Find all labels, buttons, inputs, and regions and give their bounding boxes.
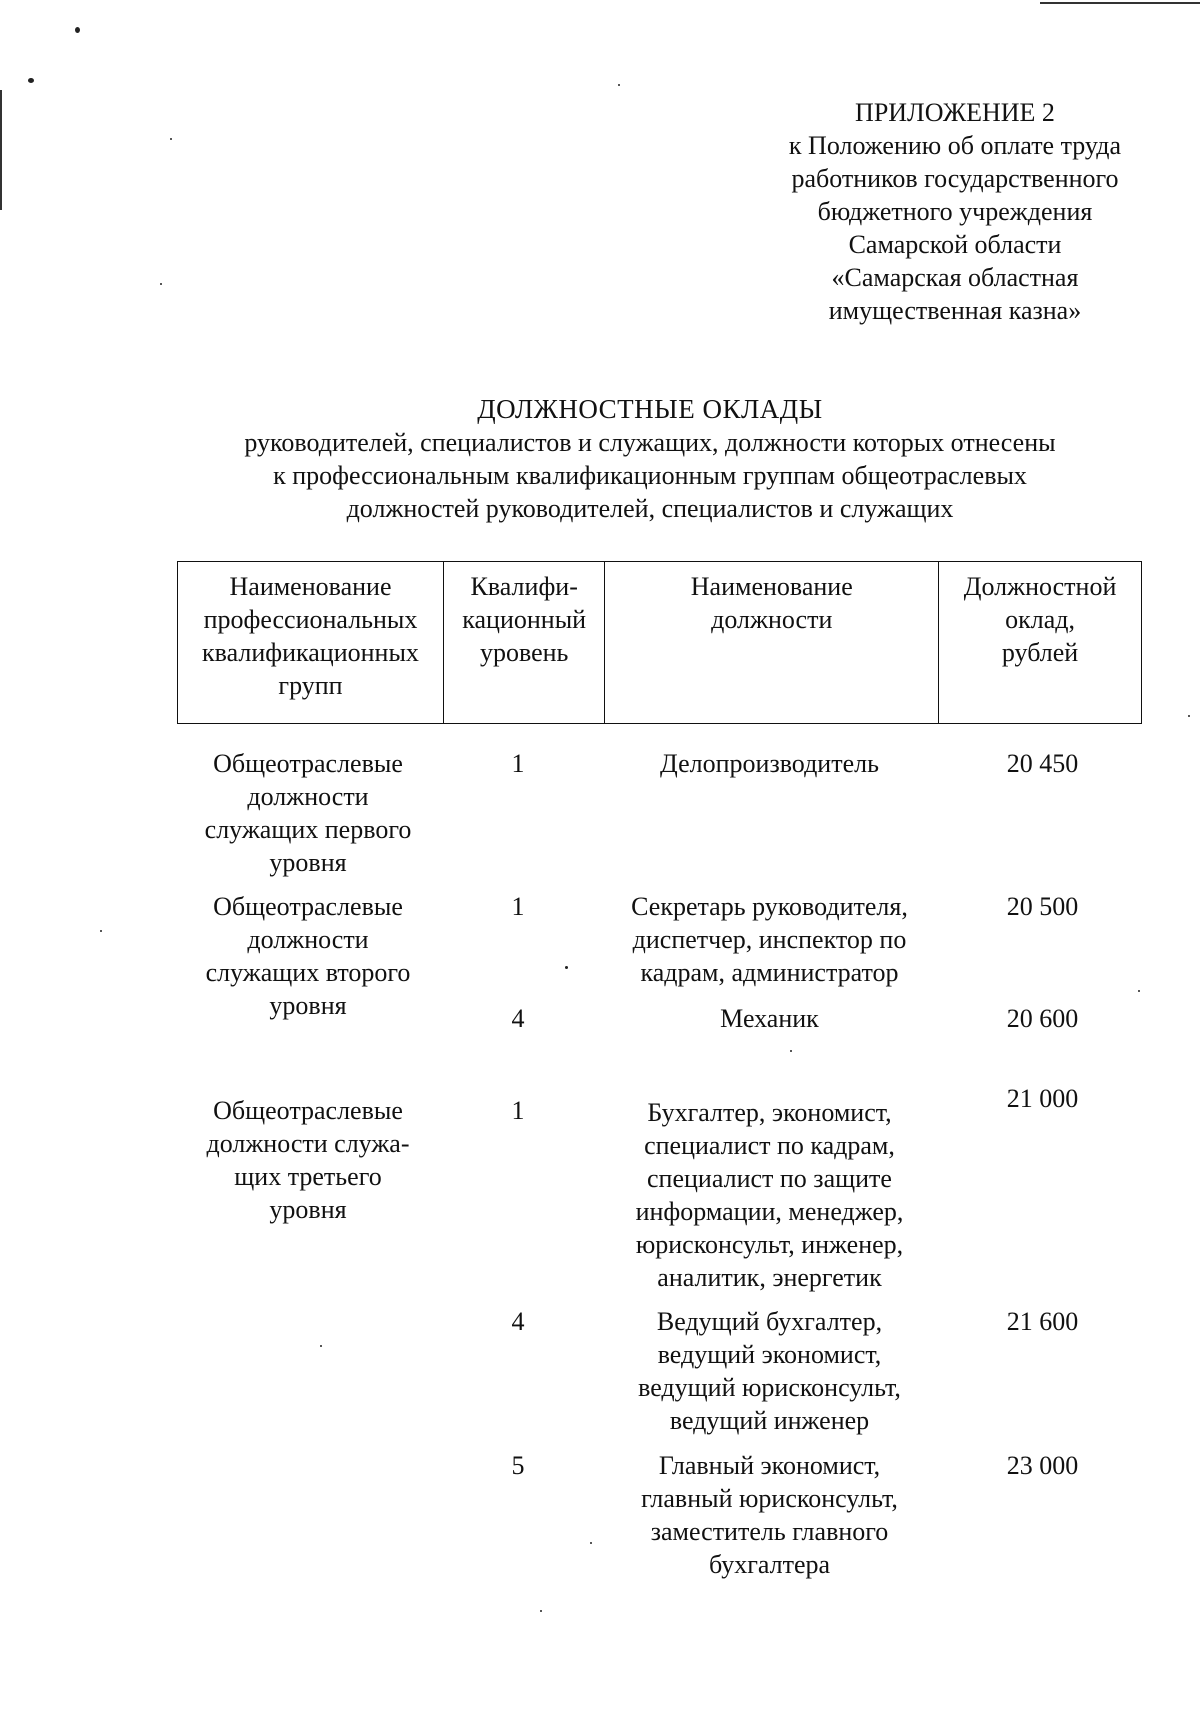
scan-edge-top (1040, 2, 1200, 4)
position-name (597, 890, 942, 989)
document-subtitle-line: руководителей, специалистов и служащих, должности которых отнесены (244, 428, 1056, 457)
position-name-line: ведущий экономист, (657, 1340, 882, 1369)
position-name-line: аналитик, энергетик (657, 1263, 882, 1292)
group-name-line: уровня (269, 1195, 347, 1224)
group-name-line: служащих второго (205, 958, 411, 987)
position-name-line: ведущий юрисконсульт, (638, 1373, 901, 1402)
scan-speck (320, 1345, 322, 1347)
header-cell-level (443, 562, 604, 724)
group-name-line: щих третьего (234, 1162, 382, 1191)
position-name-line: Бухгалтер, экономист, (647, 1098, 892, 1127)
header-cell-group (178, 562, 444, 724)
group-name-line: Общеотраслевые (213, 1096, 403, 1125)
group-name-line: уровня (269, 991, 347, 1020)
header-text: кационный (462, 605, 587, 634)
header-text: профессиональных (203, 605, 418, 634)
qualification-level: 4 (511, 1004, 525, 1033)
qualification-level: 1 (511, 1096, 525, 1125)
document-subtitle-line: к профессиональным квалификационным группам общеотраслевых (273, 461, 1027, 490)
appendix-line: работников государственного (791, 164, 1119, 193)
scan-speck (1138, 990, 1140, 992)
group-name-line: уровня (269, 848, 347, 877)
group-name-line: Общеотраслевые (213, 892, 403, 921)
header-text: оклад, (1005, 605, 1075, 634)
position-name-line: ведущий инженер (669, 1406, 870, 1435)
appendix-line: к Положению об оплате труда (788, 131, 1122, 160)
position-name-line: Главный экономист, (658, 1451, 881, 1480)
qualification-level: 4 (511, 1307, 525, 1336)
position-name (597, 1002, 942, 1035)
position-name (597, 1305, 942, 1437)
scan-speck (790, 1050, 792, 1052)
scan-speck (540, 1610, 542, 1612)
appendix-line: «Самарская областная (831, 263, 1079, 292)
scan-speck (590, 1542, 592, 1544)
header-text: Должностной (963, 572, 1117, 601)
position-name-line: специалист по защите (647, 1164, 892, 1193)
scan-speck (618, 84, 620, 86)
position-name-line: Секретарь руководителя, (631, 892, 908, 921)
header-text: квалификационных (202, 638, 419, 667)
position-name-line: бухгалтера (708, 1550, 831, 1579)
group-name-line: должности (247, 925, 369, 954)
scan-speck (1188, 715, 1190, 717)
group-name (177, 747, 439, 879)
appendix-line: бюджетного учреждения (817, 197, 1093, 226)
position-name-line: диспетчер, инспектор по (632, 925, 907, 954)
scan-speck (75, 27, 80, 33)
header-text: Наименование (229, 572, 392, 601)
qualification-level: 1 (511, 892, 525, 921)
appendix-line: имущественная казна» (828, 296, 1082, 325)
qualification-level: 5 (511, 1451, 525, 1480)
position-name-line: заместитель главного (650, 1517, 889, 1546)
salary-value: 23 000 (1006, 1451, 1079, 1480)
scan-speck (170, 138, 172, 140)
position-name-line: Ведущий бухгалтер, (656, 1307, 883, 1336)
salary-value: 20 450 (1006, 749, 1079, 778)
header-text: рублей (1001, 638, 1079, 667)
position-name-line: юрисконсульт, инженер, (635, 1230, 904, 1259)
appendix-block (690, 96, 1200, 327)
scan-edge-left (0, 90, 2, 210)
header-cell-salary (939, 562, 1142, 724)
scan-speck (160, 283, 162, 285)
scan-speck (565, 966, 568, 969)
qualification-level: 1 (511, 749, 525, 778)
group-name-line: Общеотраслевые (213, 749, 403, 778)
header-text: должности (711, 605, 833, 634)
document-heading (170, 393, 1130, 525)
position-name (597, 747, 942, 780)
position-name (597, 1096, 942, 1294)
salary-value: 20 500 (1006, 892, 1079, 921)
position-name-line: главный юрисконсульт, (641, 1484, 898, 1513)
group-name-line: служащих первого (204, 815, 412, 844)
position-name-line: Делопроизводитель (660, 749, 879, 778)
group-name-line: должности (247, 782, 369, 811)
document-subtitle-line: должностей руководителей, специалистов и служащих (346, 494, 954, 523)
salary-value: 21 600 (1006, 1307, 1079, 1336)
salary-table-header (177, 561, 1142, 724)
document-title: ДОЛЖНОСТНЫЕ ОКЛАДЫ (477, 394, 823, 424)
scan-speck (28, 78, 34, 83)
appendix-line: Самарской области (848, 230, 1062, 259)
group-name (177, 890, 439, 1022)
position-name (597, 1449, 942, 1581)
position-name-line: специалист по кадрам, (644, 1131, 895, 1160)
scan-speck (100, 930, 102, 932)
group-name (177, 1094, 439, 1226)
position-name-line: кадрам, администратор (640, 958, 899, 987)
position-name-line: информации, менеджер, (635, 1197, 904, 1226)
appendix-line: ПРИЛОЖЕНИЕ 2 (855, 98, 1055, 127)
header-text: Наименование (690, 572, 853, 601)
header-text: Квалифи- (470, 572, 578, 601)
group-name-line: должности служа- (206, 1129, 410, 1158)
salary-value: 21 000 (1006, 1084, 1079, 1113)
header-text: уровень (479, 638, 569, 667)
salary-value: 20 600 (1006, 1004, 1079, 1033)
position-name-line: Механик (720, 1004, 819, 1033)
header-text: групп (278, 671, 343, 700)
header-cell-post (605, 562, 939, 724)
